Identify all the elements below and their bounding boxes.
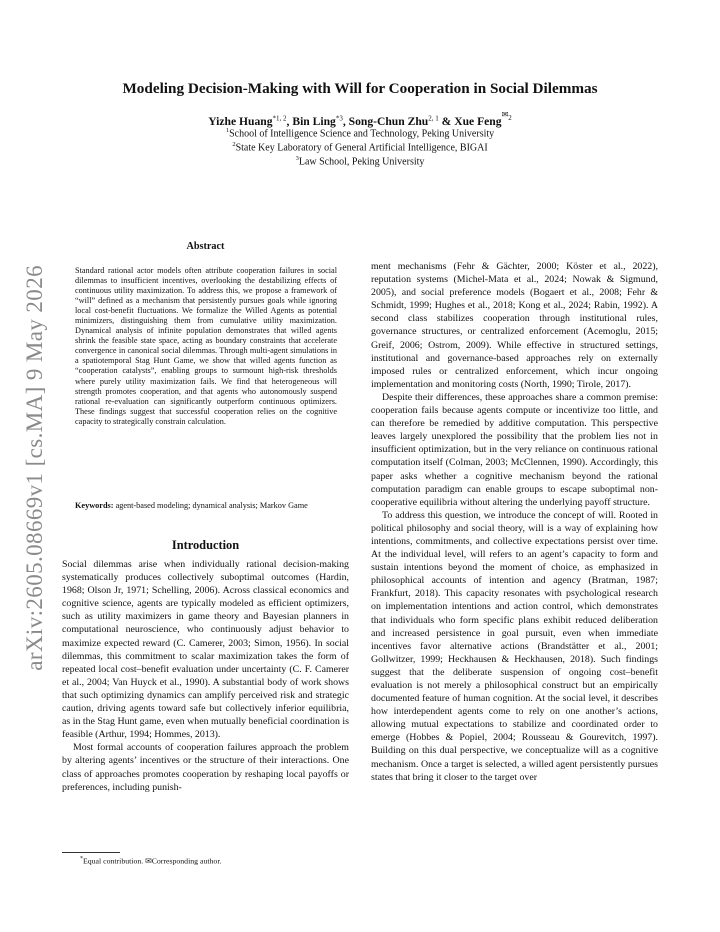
author-affil-mark: 2, 1 xyxy=(428,114,439,123)
abstract-heading: Abstract xyxy=(186,241,225,252)
author-affil-mark: *1, 2 xyxy=(272,114,287,123)
arxiv-identifier: arXiv:2605.08669v1 [cs.MA] 9 May 2026 xyxy=(22,265,47,671)
mail-icon: ✉ xyxy=(501,110,509,119)
introduction-heading: Introduction xyxy=(171,538,240,552)
mail-icon: ✉ xyxy=(145,856,152,866)
author-affil-mark: *3 xyxy=(335,114,343,123)
footnote-rule xyxy=(62,852,120,853)
paragraph: Despite their differences, these approaches share a common premise: cooperation fails because agents compute or incentivize too little, and can therefore be remedied by additive computation. This perspective leaves largely unexplored the possibility that the problem lies not in insufficient optimization, but in the very reliance on continuous rational computation itself (Colman, 2003; McClennen, 1990). Accordingly, this paper asks whether a cognitive mechanism beyond the rational computation paradigm can enable groups to escape suboptimal non-cooperative equilibria without altering the underlying payoff structure. xyxy=(371,391,658,508)
keywords-label: Keywords: xyxy=(75,501,114,510)
author-name: Yizhe Huang xyxy=(208,115,273,129)
paragraph: To address this question, we introduce the concept of will. Rooted in political philosophy and social theory, will is a way of explaining how intentions, commitments, and collective expectations persist over time. At the individual level, will refers to an agent’s capacity to form and sustain intentions beyond the moment of choice, as emphasized in philosophical accounts of intention and agency (Bratman, 1987; Frankfurt, 2018). This capacity resonates with psychological research on implementation intentions and action control, which demonstrates that individuals who form specific plans exhibit reduced deliberation and increased persistence in goal pursuit, even when immediate incentives favor alternative actions (Brandstätter et al., 2001; Gollwitzer, 1999; Heckhausen & Heckhausen, 2018). Such findings suggest that the deliberate suspension of ongoing cost–benefit evaluation is not merely a philosophical construct but an empirically documented feature of human cognition. At the social level, it describes how interdependent agents come to rely on one another’s actions, allowing mutual expectations to stabilize and coordinated order to emerge (Hobbes & Popiel, 2004; Rousseau & Gourevitch, 1997). Building on this dual perspective, we conceptualize will as a cognitive mechanism. Once a target is selected, a willed agent persistently pursues states that bring it closer to the target over xyxy=(371,509,658,783)
arxiv-sidebar-stamp xyxy=(22,262,48,674)
author-affil-mark: ✉2 xyxy=(501,110,512,123)
author-list: Yizhe Huang$^{*1, 2}$, Bin Ling$^{*3}$, Song-Chun Zhu$^{2, 1}$ & Xue Feng$^{✉2}$ xyxy=(208,110,512,129)
abstract-body: Standard rational actor models often attribute cooperation failures in social dilemmas to insufficient incentives, overlooking the destabilizing effects of continuous utility maximization. To address this, we propose a framework of “will” defined as a mechanism that persistently pursues goals while ignoring local cost-benefit fluctuations. We formalize the Willed Agents as potential minimizers, distinguishing them from cumulative utility maximization. Dynamical analysis of infinite population demonstrates that willed agents shrink the feasible state space, acting as boundary constraints that accelerate convergence in canonical social dilemmas. Through multi-agent simulations in a spatiotemporal Stag Hunt Game, we show that willed agents function as “cooperation catalysts”, enabling groups to surmount high-risk thresholds where purely utility maximization fails. We find that heterogeneous will strength promotes cooperation, and that agents who autonomously suspend rational re-evaluation can significantly outperform continuous optimizers. These findings suggest that successful cooperation relies on the cognitive capacity to strategically constrain calculation. xyxy=(75,266,337,426)
keywords xyxy=(75,501,337,511)
paragraph: Social dilemmas arise when individually rational decision-making systematically produces collectively suboptimal outcomes (Hardin, 1968; Olson Jr, 1971; Schelling, 2006). Across classical economics and cognitive science, agents are typically modeled as efficient optimizers, such as utility maximizers in game theory and Bayesian planners in computational neuroscience, who continuously adjust behavior to maximize expected reward (C. Camerer, 2003; Simon, 1956). In social dilemmas, this commitment to scalar maximization takes the form of repeated local cost–benefit evaluation under uncertainty (C. F. Camerer et al., 2004; Van Huyck et al., 1990). A substantial body of work shows that such optimizing dynamics can amplify perceived risk and strategic caution, driving agents toward safe but collectively inferior equilibria, as in the Stag Hunt game, even when mutually beneficial coordination is feasible (Arthur, 1994; Hommes, 2013). xyxy=(62,559,349,741)
footnote: *Equal contribution. ✉Corresponding author. xyxy=(80,856,222,866)
affiliation-2: $^2$State Key Laboratory of General Artificial Intelligence, BIGAI xyxy=(232,141,488,154)
paper-title: Modeling Decision-Making with Will for Cooperation in Social Dilemmas xyxy=(122,80,598,97)
right-column-body xyxy=(371,260,658,784)
affiliation-1: $^1$School of Intelligence Science and Technology, Peking University xyxy=(225,127,495,140)
left-column-body xyxy=(62,558,349,794)
author-name: Xue Feng xyxy=(454,115,502,129)
author-name: Song-Chun Zhu xyxy=(348,115,429,129)
keywords-text: agent-based modeling; dynamical analysis; Markov Game xyxy=(115,501,308,510)
paragraph: Most formal accounts of cooperation failures approach the problem by altering agents’ incentives or the structure of their interactions. One class of approaches promotes cooperation by reshaping local payoffs or preferences, including punish- xyxy=(62,742,349,793)
author-name: Bin Ling xyxy=(292,115,336,129)
affiliation-3: $^3$Law School, Peking University xyxy=(295,155,425,168)
paragraph: ment mechanisms (Fehr & Gächter, 2000; Köster et al., 2022), reputation systems (Michel-Mata et al., 2024; Nowak & Sigmund, 2005), and social preference models (Bogaert et al., 2008; Fehr & Schmidt, 1999; Hughes et al., 2018; Kong et al., 2024; Rabin, 1992). A second class stabilizes cooperation through institutional rules, governance structures, or centralized enforcement (Acemoglu, 2015; Greif, 2006; Ostrom, 2009). While effective in structured settings, institutional and governance-based approaches rely on externally imposed rules or centralized enforcement, which incur ongoing implementation and monitoring costs (North, 1990; Tirole, 2017). xyxy=(371,261,658,390)
